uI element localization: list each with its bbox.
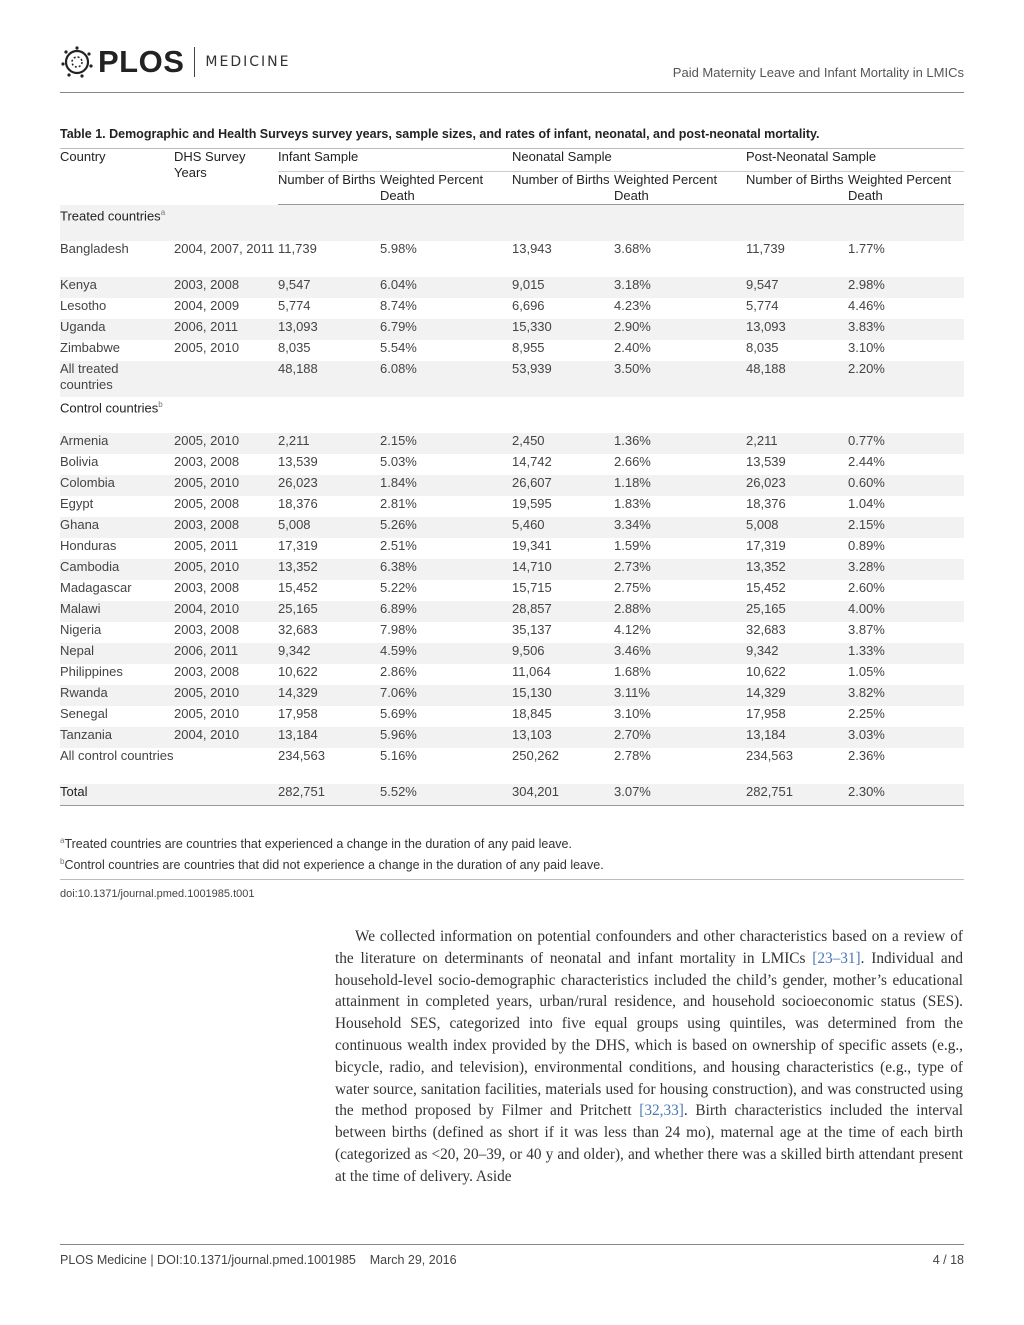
cell-id: 5.26% <box>380 517 512 538</box>
cell-nb: 35,137 <box>512 622 552 637</box>
table-caption: Table 1. Demographic and Health Surveys survey years, sample sizes, and rates of infant, neonatal, and post-neonatal mortality. <box>60 127 820 141</box>
cell-nb: 8,955 <box>512 340 545 355</box>
cell-country: Total <box>60 784 174 806</box>
cell-id: 2.51% <box>380 538 417 553</box>
cell-nb: 15,330 <box>512 319 614 340</box>
cell-years: 2005, 2010 <box>174 340 240 355</box>
table-row <box>60 340 964 361</box>
cell-nd: 3.34% <box>614 517 746 538</box>
footnote-b: $^b$Control countries are countries that did not experience a change in the duration of any paid leave. <box>60 857 604 873</box>
cell-pb: 8,035 <box>746 340 779 355</box>
logo-divider <box>194 47 195 77</box>
cell-ib: 9,547 <box>278 277 380 298</box>
cell-ib: 15,452 <box>278 580 318 595</box>
cell-nd: 2.90% <box>614 319 746 340</box>
table-body <box>60 205 964 806</box>
cell-ib: 17,319 <box>278 538 318 553</box>
table-row <box>60 433 964 454</box>
cell-id: 5.22% <box>380 580 417 595</box>
cell-country: Rwanda <box>60 685 174 706</box>
cell-pd: 2.20% <box>848 361 964 397</box>
cell-nd: 3.18% <box>614 277 746 298</box>
cell-ib: 13,352 <box>278 559 380 580</box>
cell-ib: 48,188 <box>278 361 380 397</box>
cell-pd: 1.05% <box>848 664 885 679</box>
cell-pd: 1.77% <box>848 241 885 256</box>
cell-country: Armenia <box>60 433 174 454</box>
cell-nb: 6,696 <box>512 298 545 313</box>
cell-country: Kenya <box>60 277 174 298</box>
table-row <box>60 454 964 475</box>
cell-nb: 13,103 <box>512 727 614 748</box>
table-row <box>60 241 964 277</box>
cell-pd: 1.04% <box>848 496 885 511</box>
table-row <box>60 601 964 622</box>
cell-nb: 14,742 <box>512 454 552 469</box>
cell-pb: 234,563 <box>746 748 793 763</box>
cell-nd: 2.70% <box>614 727 746 748</box>
cell-nb: 2,450 <box>512 433 614 454</box>
cell-years: 2003, 2008 <box>174 622 240 637</box>
cell-nb: 14,710 <box>512 559 614 580</box>
cell-id: 5.96% <box>380 727 512 748</box>
reference-link[interactable]: [23–31] <box>812 949 861 967</box>
cell-pd: 0.89% <box>848 538 885 553</box>
cell-pd: 0.60% <box>848 475 964 496</box>
cell-nb: 19,595 <box>512 496 552 511</box>
cell-nd: 4.12% <box>614 622 651 637</box>
cell-country: Nepal <box>60 643 174 664</box>
cell-id: 6.04% <box>380 277 512 298</box>
reference-link[interactable]: 33 <box>663 1102 679 1120</box>
table-row <box>60 727 964 748</box>
cell-id: 7.06% <box>380 685 512 706</box>
cell-pb: 13,352 <box>746 559 848 580</box>
cell-pb: 14,329 <box>746 685 848 706</box>
cell-nd: 3.68% <box>614 241 651 256</box>
cell-country: Nigeria <box>60 622 102 637</box>
cell-id: 4.59% <box>380 643 512 664</box>
cell-pb: 15,452 <box>746 580 786 595</box>
cell-pb: 25,165 <box>746 601 848 622</box>
cell-pb: 10,622 <box>746 664 786 679</box>
table-row <box>60 664 964 685</box>
cell-id: 2.86% <box>380 664 417 679</box>
cell-pb: 11,739 <box>746 241 785 256</box>
cell-country: Bangladesh <box>60 241 129 256</box>
cell-country: Zimbabwe <box>60 340 120 355</box>
cell-nb: 18,845 <box>512 706 552 721</box>
cell-nb: 304,201 <box>512 784 614 806</box>
cell-years: 2005, 2008 <box>174 496 240 511</box>
cell-years: 2004, 2010 <box>174 727 278 748</box>
cell-nd: 3.11% <box>614 685 746 706</box>
cell-pb: 17,958 <box>746 706 786 721</box>
journal-name: MEDICINE <box>205 54 291 70</box>
cell-years: 2006, 2011 <box>174 319 278 340</box>
cell-pd: 3.10% <box>848 340 885 355</box>
plos-logo <box>60 44 290 80</box>
table-doi: doi:10.1371/journal.pmed.1001985.t001 <box>60 888 255 900</box>
cell-years: 2003, 2008 <box>174 277 278 298</box>
cell-ib: 11,739 <box>278 241 317 256</box>
cell-years: 2005, 2010 <box>174 559 278 580</box>
cell-country: Senegal <box>60 706 108 721</box>
table-row <box>60 622 964 643</box>
cell-nd: 2.66% <box>614 454 651 469</box>
cell-pd: 2.44% <box>848 454 885 469</box>
cell-id: 5.52% <box>380 784 512 806</box>
cell-ib: 5,774 <box>278 298 311 313</box>
body-text <box>335 926 963 1188</box>
cell-nb: 11,064 <box>512 664 551 679</box>
sub-header-births: Number of Births <box>746 172 848 205</box>
table-row <box>60 475 964 496</box>
cell-nb: 9,506 <box>512 643 614 664</box>
cell-nd: 1.18% <box>614 475 746 496</box>
cell-ib: 14,329 <box>278 685 380 706</box>
cell-pb: 2,211 <box>746 433 848 454</box>
page-number: 4 / 18 <box>932 1253 964 1267</box>
cell-ib: 8,035 <box>278 340 311 355</box>
cell-nd: 1.59% <box>614 538 651 553</box>
table-row <box>60 643 964 664</box>
sub-header-death: Weighted Percent Death <box>614 172 746 205</box>
cell-years: 2003, 2008 <box>174 580 240 595</box>
data-table <box>60 148 964 806</box>
running-title: Paid Maternity Leave and Infant Mortality in LMICs <box>672 65 964 80</box>
cell-nd: 3.50% <box>614 361 746 397</box>
cell-nd: 2.40% <box>614 340 651 355</box>
cell-pd: 3.87% <box>848 622 885 637</box>
cell-ib: 17,958 <box>278 706 318 721</box>
cell-id: 5.16% <box>380 748 417 763</box>
cell-id: 5.03% <box>380 454 417 469</box>
plos-globe-icon <box>60 45 94 79</box>
cell-ib: 10,622 <box>278 664 318 679</box>
cell-nd: 1.68% <box>614 664 651 679</box>
cell-ib: 13,184 <box>278 727 380 748</box>
cell-country: Bolivia <box>60 454 99 469</box>
body-paragraph: We collected information on potential confounders and other characteristics based on a review of the literature on determinants of neonatal and infant mortality in LMICs [23–31]. Individual and household-level socio-demographic characteristics included the child’s gender, mother’s educational attainment in completed years, urban/rural residence, and household socioeconomic status (SES). Household SES, categorized into five equal groups using quintiles, was determined from the continuous wealth index provided by the DHS, which is based on ownership of specific assets (e.g., bicycle, radio, and television), environmental conditions, and housing characteristics (e.g., type of water source, sanitation facilities, materials used for housing construction), and was constructed using the method proposed by Filmer and Pritchett [32,33]. Birth characteristics included the interval between births (defined as short if it was less than 24 mo), maternal age at the time of each birth (categorized as <20, 20–39, or 40 y and older), and whether there was a skilled birth attendant present at the time of delivery. Aside <box>335 928 964 1185</box>
cell-nd: 3.10% <box>614 706 651 721</box>
table-row <box>60 580 964 601</box>
cell-pd: 2.30% <box>848 784 964 806</box>
col-header-country: Country <box>60 149 174 205</box>
table-row <box>60 361 964 397</box>
cell-pb: 5,008 <box>746 517 848 538</box>
cell-nb: 5,460 <box>512 517 614 538</box>
cell-pd: 3.28% <box>848 559 964 580</box>
cell-nd: 2.78% <box>614 748 651 763</box>
cell-nd: 2.88% <box>614 601 746 622</box>
cell-years: 2004, 2010 <box>174 601 278 622</box>
cell-years: 2005, 2011 <box>174 538 239 553</box>
cell-pb: 13,093 <box>746 319 848 340</box>
cell-pb: 13,539 <box>746 454 786 469</box>
group-header-post-neonatal: Post-Neonatal Sample <box>746 149 964 172</box>
group-header-neonatal: Neonatal Sample <box>512 149 746 172</box>
cell-nd: 3.46% <box>614 643 746 664</box>
cell-pd: 2.36% <box>848 748 885 763</box>
cell-nb: 15,715 <box>512 580 552 595</box>
cell-nb: 53,939 <box>512 361 614 397</box>
cell-years <box>174 784 278 806</box>
cell-years: 2003, 2008 <box>174 664 240 679</box>
table-row <box>60 784 964 806</box>
cell-ib: 9,342 <box>278 643 380 664</box>
cell-country: Lesotho <box>60 298 107 313</box>
cell-nd: 2.75% <box>614 580 651 595</box>
cell-nb: 250,262 <box>512 748 559 763</box>
cell-country: Egypt <box>60 496 94 511</box>
cell-id: 1.84% <box>380 475 512 496</box>
cell-pd: 0.77% <box>848 433 964 454</box>
cell-pb: 13,184 <box>746 727 848 748</box>
cell-pd: 3.82% <box>848 685 964 706</box>
cell-ib: 2,211 <box>278 433 380 454</box>
cell-pb: 18,376 <box>746 496 786 511</box>
cell-nd: 3.07% <box>614 784 746 806</box>
cell-ib: 234,563 <box>278 748 325 763</box>
table-row <box>60 538 964 559</box>
cell-ib: 13,093 <box>278 319 380 340</box>
cell-nb: 26,607 <box>512 475 614 496</box>
sub-header-death: Weighted Percent Death <box>848 172 964 205</box>
cell-id: 5.69% <box>380 706 417 721</box>
cell-nd: 2.73% <box>614 559 746 580</box>
table-row <box>60 319 964 340</box>
table-row <box>60 517 964 538</box>
cell-pd: 2.25% <box>848 706 885 721</box>
cell-country: Cambodia <box>60 559 174 580</box>
cell-ib: 18,376 <box>278 496 318 511</box>
cell-pb: 282,751 <box>746 784 848 806</box>
table-row <box>60 559 964 580</box>
cell-years: 2005, 2010 <box>174 706 240 721</box>
cell-ib: 5,008 <box>278 517 380 538</box>
sub-header-births: Number of Births <box>278 172 380 205</box>
cell-id: 6.89% <box>380 601 512 622</box>
cell-years: 2005, 2010 <box>174 475 278 496</box>
page-footer <box>60 1244 964 1267</box>
cell-id: 6.38% <box>380 559 512 580</box>
cell-country: Philippines <box>60 664 123 679</box>
cell-country: All control countries <box>60 748 174 763</box>
cell-nb: 15,130 <box>512 685 614 706</box>
cell-years: 2004, 2007, 2011 <box>174 241 275 256</box>
table-row <box>60 748 964 784</box>
cell-country: Colombia <box>60 475 174 496</box>
cell-pd: 2.15% <box>848 517 964 538</box>
cell-pb: 26,023 <box>746 475 848 496</box>
cell-id: 7.98% <box>380 622 417 637</box>
footer-citation: PLOS Medicine | DOI:10.1371/journal.pmed.1001985 March 29, 2016 <box>60 1253 457 1267</box>
cell-pd: 3.83% <box>848 319 964 340</box>
cell-nb: 13,943 <box>512 241 552 256</box>
cell-years <box>174 361 278 397</box>
cell-pb: 5,774 <box>746 298 779 313</box>
cell-country: Ghana <box>60 517 174 538</box>
reference-link[interactable]: 32 <box>644 1102 660 1120</box>
cell-nb: 28,857 <box>512 601 614 622</box>
cell-id: 2.15% <box>380 433 512 454</box>
cell-id: 5.54% <box>380 340 417 355</box>
cell-id: 6.08% <box>380 361 512 397</box>
cell-years: 2003, 2008 <box>174 454 240 469</box>
cell-years: 2003, 2008 <box>174 517 278 538</box>
sub-header-births: Number of Births <box>512 172 614 205</box>
cell-nd: 1.83% <box>614 496 651 511</box>
cell-pd: 1.33% <box>848 643 964 664</box>
cell-pd: 4.46% <box>848 298 885 313</box>
logo-wordmark: PLOS <box>98 44 185 79</box>
cell-pd: 2.98% <box>848 277 964 298</box>
table-row <box>60 277 964 298</box>
table-row <box>60 685 964 706</box>
cell-country: Malawi <box>60 601 174 622</box>
cell-nb: 9,015 <box>512 277 614 298</box>
cell-ib: 25,165 <box>278 601 380 622</box>
cell-nd: 4.23% <box>614 298 651 313</box>
cell-nd: 1.36% <box>614 433 746 454</box>
cell-years: 2005, 2010 <box>174 433 278 454</box>
cell-pb: 48,188 <box>746 361 848 397</box>
cell-ib: 13,539 <box>278 454 318 469</box>
cell-id: 8.74% <box>380 298 417 313</box>
cell-pb: 32,683 <box>746 622 786 637</box>
cell-country: All treated countries <box>60 361 174 397</box>
cell-country: Tanzania <box>60 727 174 748</box>
cell-id: 5.98% <box>380 241 417 256</box>
cell-years: 2006, 2011 <box>174 643 278 664</box>
page-header <box>60 42 964 93</box>
cell-ib: 26,023 <box>278 475 380 496</box>
sub-header-death: Weighted Percent Death <box>380 172 512 205</box>
cell-nb: 19,341 <box>512 538 552 553</box>
table-row <box>60 706 964 727</box>
section-header-row: Treated countries$^a$ <box>60 205 964 242</box>
cell-pd: 3.03% <box>848 727 964 748</box>
cell-country: Madagascar <box>60 580 132 595</box>
footnote-divider <box>60 879 964 880</box>
cell-id: 2.81% <box>380 496 417 511</box>
cell-pb: 17,319 <box>746 538 786 553</box>
cell-country: Honduras <box>60 538 117 553</box>
cell-ib: 282,751 <box>278 784 380 806</box>
col-header-dhs-years: DHS Survey Years <box>174 149 278 205</box>
cell-pb: 9,547 <box>746 277 848 298</box>
table-footnotes <box>60 836 964 878</box>
group-header-infant: Infant Sample <box>278 149 512 172</box>
section-header-row: Control countries$^b$ <box>60 400 163 416</box>
cell-pb: 9,342 <box>746 643 848 664</box>
cell-ib: 32,683 <box>278 622 318 637</box>
cell-years: 2004, 2009 <box>174 298 240 313</box>
cell-id: 6.79% <box>380 319 512 340</box>
cell-pd: 4.00% <box>848 601 964 622</box>
cell-years: 2005, 2010 <box>174 685 278 706</box>
cell-country: Uganda <box>60 319 174 340</box>
table-row <box>60 298 964 319</box>
cell-pd: 2.60% <box>848 580 885 595</box>
table-row <box>60 496 964 517</box>
footnote-a: $^a$Treated countries are countries that experienced a change in the duration of any paid leave. <box>60 836 572 852</box>
cell-years <box>174 748 278 784</box>
